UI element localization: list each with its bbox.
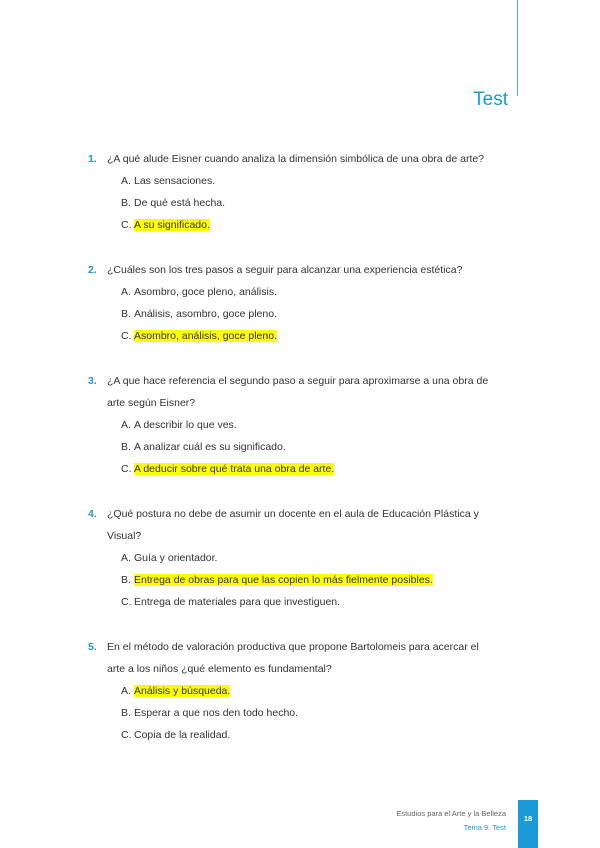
question-number: 4. [88, 508, 97, 520]
option-letter: C. [121, 596, 132, 608]
option-letter: C. [121, 219, 132, 231]
question-3 [88, 370, 508, 480]
question-number: 2. [88, 264, 97, 276]
header-divider [517, 0, 518, 96]
option-text: Asombro, análisis, goce pleno. [134, 330, 277, 342]
answer-option [121, 192, 508, 214]
option-text: Entrega de materiales para que investiguen. [134, 596, 341, 608]
question-number: 5. [88, 641, 97, 653]
answer-option [121, 569, 508, 591]
option-text: Análisis y búsqueda. [134, 685, 231, 697]
option-letter: B. [121, 441, 131, 453]
question-text: En el método de valoración productiva que propone Bartolomeis para acercar el [107, 641, 479, 653]
option-letter: C. [121, 463, 132, 475]
option-letter: C. [121, 330, 132, 342]
question-text: ¿A qué alude Eisner cuando analiza la dimensión simbólica de una obra de arte? [107, 153, 485, 165]
answer-option [121, 547, 508, 569]
question-text: arte según Eisner? [107, 397, 196, 409]
option-text: Las sensaciones. [134, 175, 216, 187]
answer-option [121, 303, 508, 325]
question-5 [88, 636, 508, 746]
option-text: Copia de la realidad. [134, 729, 231, 741]
option-text: De qué está hecha. [134, 197, 226, 209]
question-number: 1. [88, 153, 97, 165]
page-number: 18 [518, 800, 538, 848]
option-letter: A. [121, 685, 131, 697]
option-text: Análisis, asombro, goce pleno. [134, 308, 277, 320]
option-letter: A. [121, 552, 131, 564]
option-letter: A. [121, 419, 131, 431]
answer-option [121, 436, 508, 458]
question-text: arte a los niños ¿qué elemento es fundamental? [107, 663, 332, 675]
option-letter: C. [121, 729, 132, 741]
option-letter: B. [121, 574, 131, 586]
option-text: Esperar a que nos den todo hecho. [134, 707, 299, 719]
question-number: 3. [88, 375, 97, 387]
answer-option [121, 281, 508, 303]
answer-option [121, 214, 508, 236]
option-text: A deducir sobre qué trata una obra de arte. [134, 463, 335, 475]
option-text: Asombro, goce pleno, análisis. [134, 286, 277, 298]
answer-option [121, 702, 508, 724]
answer-option [121, 170, 508, 192]
option-text: Guía y orientador. [134, 552, 218, 564]
question-text: ¿Qué postura no debe de asumir un docente en el aula de Educación Plástica y [107, 508, 479, 520]
option-letter: B. [121, 197, 131, 209]
answer-option [121, 680, 508, 702]
question-text: Visual? [107, 530, 142, 542]
question-text: ¿A que hace referencia el segundo paso a seguir para aproximarse a una obra de [107, 375, 489, 387]
option-text: Entrega de obras para que las copien lo más fielmente posibles. [134, 574, 433, 586]
question-1 [88, 148, 508, 236]
answer-option [121, 591, 508, 613]
answer-option [121, 325, 508, 347]
option-letter: A. [121, 175, 131, 187]
option-text: A su significado. [134, 219, 210, 231]
footer-section: Tema 9. Test [463, 823, 506, 832]
footer-book-title: Estudios para el Arte y la Belleza [396, 809, 506, 818]
option-letter: B. [121, 707, 131, 719]
page-title: Test [473, 89, 508, 110]
question-text: ¿Cuáles son los tres pasos a seguir para alcanzar una experiencia estética? [107, 264, 463, 276]
question-4 [88, 503, 508, 613]
option-letter: B. [121, 308, 131, 320]
option-letter: A. [121, 286, 131, 298]
answer-option [121, 724, 508, 746]
option-text: A analizar cuál es su significado. [134, 441, 286, 453]
question-2 [88, 259, 508, 347]
answer-option [121, 458, 508, 480]
option-text: A describir lo que ves. [134, 419, 237, 431]
answer-option [121, 414, 508, 436]
